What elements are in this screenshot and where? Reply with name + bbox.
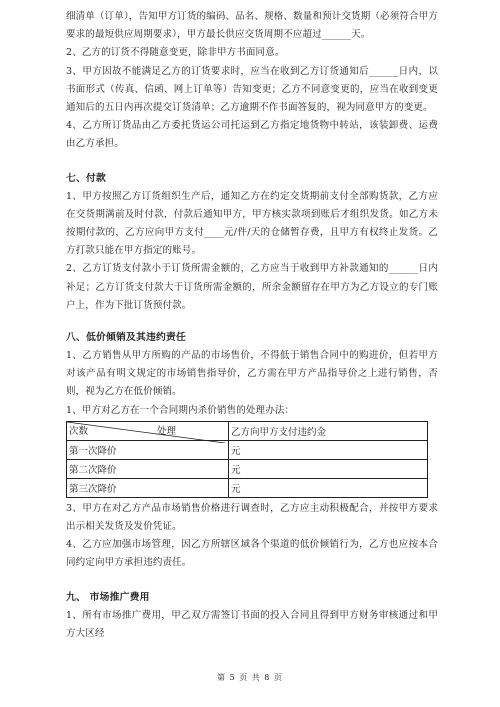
row-label: 第二次降价 <box>67 459 229 478</box>
row-value: 元 <box>229 478 428 497</box>
table-row <box>67 440 428 459</box>
paragraph: 1、甲方对乙方在一个合同期内杀价销售的处理办法： <box>66 404 295 416</box>
paragraph: 1、甲方按照乙方订货组织生产后，通知乙方在约定交货期前支付全部购货款，乙方应在交货期满前及时付款，付款后通知甲方，甲方核实款项到账后才组织发货。如乙方未按期付款的，乙方应向甲方支付____元/件/天的仓储暂存费，且甲方有权终止发货。乙方打款只能在甲方指定的账号。 <box>66 190 438 257</box>
header-penalty: 乙方向甲方支付违约金 <box>229 421 428 440</box>
paragraph: 2、乙方的订货不得随意变更，除非甲方书面同意。 <box>66 47 285 59</box>
table-row <box>67 459 428 478</box>
table-row <box>67 478 428 497</box>
paragraph: 2、乙方订货支付款小于订货所需金额的，乙方应当于收到甲方补款通知的______日内补足；乙方订货支付款大于订货所需金额的，所余金额留存在甲方为乙方设立的专门账户上，作为下批订货预付款。 <box>66 263 438 311</box>
row-label: 第一次降价 <box>67 440 229 459</box>
document-body <box>66 8 438 643</box>
paragraph: 4、乙方应加强市场管理，因乙方所辖区域各个渠道的低价倾销行为，乙方也应按本合同约定向甲方承担违约责任。 <box>66 539 438 569</box>
header-times: 次数 <box>69 425 89 437</box>
section-heading-dumping: 八、低价倾销及其违约责任 <box>66 332 186 344</box>
penalty-table <box>66 421 428 498</box>
row-label: 第三次降价 <box>67 478 229 497</box>
diagonal-line <box>67 422 225 443</box>
header-handling: 处理 <box>157 425 177 437</box>
row-value: 元 <box>229 459 428 478</box>
page-footer: 第 5 页 共 8 页 <box>217 673 283 682</box>
paragraph: 4、乙方所订货品由乙方委托货运公司托运到乙方指定地货物中转站，该装卸费、运费由乙方承担。 <box>66 120 438 150</box>
paragraph: 1、所有市场推广费用，甲乙双方需签订书面的投入合同且得到甲方财务审核通过和甲方大区经 <box>66 609 438 639</box>
paragraph: 1、乙方销售从甲方所购的产品的市场售价，不得低于销售合同中的购进价，但若甲方对该产品有明文规定的市场销售指导价，乙方需在甲方产品指导价之上进行销售，否则，视为乙方在低价倾销。 <box>66 350 438 398</box>
paragraph: 细清单（订单），告知甲方订货的编码、品名、规格、数量和预计交货期（必须符合甲方要求的最短供应周期要求），甲方最长供应交货周期不应超过______天。 <box>66 11 438 41</box>
section-heading-marketing: 九、 市场推广费用 <box>66 591 150 603</box>
section-heading-payment: 七、付款 <box>66 172 106 184</box>
table-header-diagonal-cell <box>67 421 229 440</box>
paragraph: 3、甲方在对乙方产品市场销售价格进行调查时，乙方应主动积极配合，并按甲方要求出示相关发货及发价凭证。 <box>66 502 438 533</box>
paragraph: 3、甲方因故不能满足乙方的订货要求时，应当在收到乙方订货通知后______日内，以书面形式（传真、信函、网上订单等）告知变更；乙方不同意变更的，应当在收到变更通知后的五日内再次提交订货清单；乙方逾期不作书面答复的，视为同意甲方的变更。 <box>66 65 438 114</box>
row-value: 元 <box>229 440 428 459</box>
table-header-row <box>67 421 428 440</box>
